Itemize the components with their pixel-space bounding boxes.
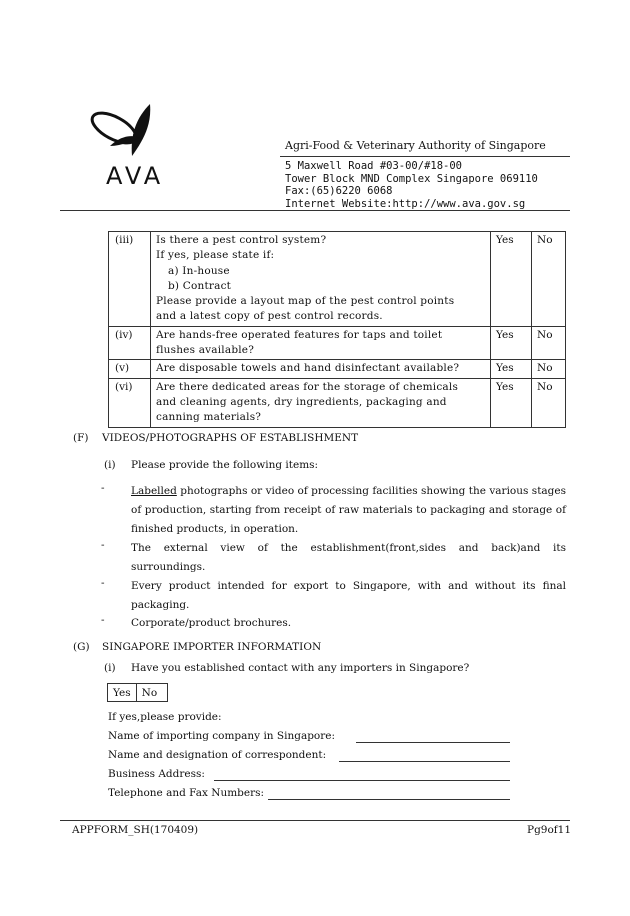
- bullet-text: photographs or video of processing facilities showing the various stages of production, starting from receipt of raw materials to packaging and storage of finished products, in operation.: [131, 485, 566, 535]
- bullet-dash: -: [101, 614, 105, 626]
- importing-company-label: Name of importing company in Singapore:: [108, 730, 336, 742]
- address-line: Internet Website:http://www.ava.gov.sg: [285, 197, 526, 210]
- bullet-item: [131, 577, 566, 615]
- importer-yes-option[interactable]: Yes: [108, 684, 137, 702]
- question-line: Is there a pest control system?: [156, 234, 327, 246]
- bullet-dash: -: [101, 577, 105, 589]
- footer-rule: [60, 820, 570, 821]
- section-f-label: (F): [73, 432, 89, 444]
- section-f-sub-num: (i): [104, 459, 116, 471]
- table-row: [109, 378, 566, 427]
- question-line: If yes, please state if:: [156, 249, 275, 262]
- bullet-text: Corporate/product brochures.: [131, 617, 292, 629]
- question-line: and a latest copy of pest control records.: [156, 310, 383, 323]
- section-f-sub-text: Please provide the following items:: [131, 459, 319, 471]
- question-line: and cleaning agents, dry ingredients, packaging and: [156, 395, 447, 408]
- bullet-dash: -: [101, 482, 105, 494]
- header-divider: [280, 156, 570, 157]
- correspondent-label: Name and designation of correspondent:: [108, 749, 327, 761]
- question-line: Are disposable towels and hand disinfectant available?: [156, 362, 460, 375]
- address-line: 5 Maxwell Road #03-00/#18-00: [285, 160, 463, 172]
- business-address-label: Business Address:: [108, 768, 205, 780]
- row-number: (v): [109, 360, 151, 378]
- section-g-title: SINGAPORE IMPORTER INFORMATION: [102, 641, 322, 653]
- address-line: Fax:(65)6220 6068: [285, 185, 393, 197]
- org-name: Agri-Food & Veterinary Authority of Singapore: [285, 139, 546, 152]
- no-cell[interactable]: No: [532, 360, 566, 378]
- page-number: Pg9of11: [527, 824, 572, 836]
- question-text: [151, 232, 491, 327]
- header-bottom-rule: [60, 210, 570, 211]
- row-number: (iv): [109, 326, 151, 360]
- bullet-item: [131, 482, 566, 539]
- correspondent-input[interactable]: [339, 761, 510, 762]
- section-g-label: (G): [73, 641, 90, 653]
- logo-text: AVA: [106, 162, 165, 190]
- importing-company-input[interactable]: [356, 742, 510, 743]
- yes-cell[interactable]: Yes: [491, 326, 532, 360]
- no-cell[interactable]: No: [532, 232, 566, 327]
- question-line: canning materials?: [156, 411, 262, 424]
- business-address-input[interactable]: [214, 780, 510, 781]
- table-row: [109, 232, 566, 327]
- if-yes-label: If yes,please provide:: [108, 711, 222, 723]
- question-line: Please provide a layout map of the pest control points: [156, 295, 455, 308]
- yes-cell[interactable]: Yes: [491, 360, 532, 378]
- address-line: Tower Block MND Complex Singapore 069110: [285, 172, 538, 185]
- importer-no-option[interactable]: No: [136, 684, 167, 702]
- option-line: a) In-house: [168, 264, 230, 277]
- ava-logo: [86, 98, 186, 190]
- yes-cell[interactable]: Yes: [491, 378, 532, 427]
- telephone-fax-input[interactable]: [268, 799, 510, 800]
- no-cell[interactable]: No: [532, 378, 566, 427]
- section-f-title: VIDEOS/PHOTOGRAPHS OF ESTABLISHMENT: [102, 432, 359, 444]
- table-row: [109, 326, 566, 360]
- bullet-underlined: Labelled: [131, 485, 177, 497]
- section-g-sub-num: (i): [104, 662, 116, 674]
- section-g-sub-text: Have you established contact with any importers in Singapore?: [131, 662, 470, 674]
- bullet-text: The external view of the establishment(front,sides and back)and its surroundings.: [131, 542, 566, 573]
- no-cell[interactable]: No: [532, 326, 566, 360]
- question-line: Are there dedicated areas for the storage of chemicals: [156, 380, 459, 393]
- questions-table: [108, 231, 566, 428]
- importer-yes-no-box: [107, 683, 168, 702]
- question-text: [151, 326, 491, 360]
- question-text: [151, 360, 491, 378]
- bullet-item: [131, 614, 566, 633]
- yes-cell[interactable]: Yes: [491, 232, 532, 327]
- option-line: b) Contract: [168, 279, 232, 292]
- row-number: (iii): [109, 232, 151, 327]
- question-line: flushes available?: [156, 344, 255, 357]
- bullet-item: [131, 539, 566, 577]
- telephone-fax-label: Telephone and Fax Numbers:: [108, 787, 265, 799]
- address-block: [285, 160, 538, 210]
- question-text: [151, 378, 491, 427]
- question-line: Are hands-free operated features for taps and toilet: [156, 328, 443, 341]
- bullet-text: Every product intended for export to Singapore, with and without its final packaging.: [131, 580, 566, 611]
- bullet-dash: -: [101, 539, 105, 551]
- form-code: APPFORM_SH(170409): [72, 824, 199, 836]
- row-number: (vi): [109, 378, 151, 427]
- table-row: [109, 360, 566, 378]
